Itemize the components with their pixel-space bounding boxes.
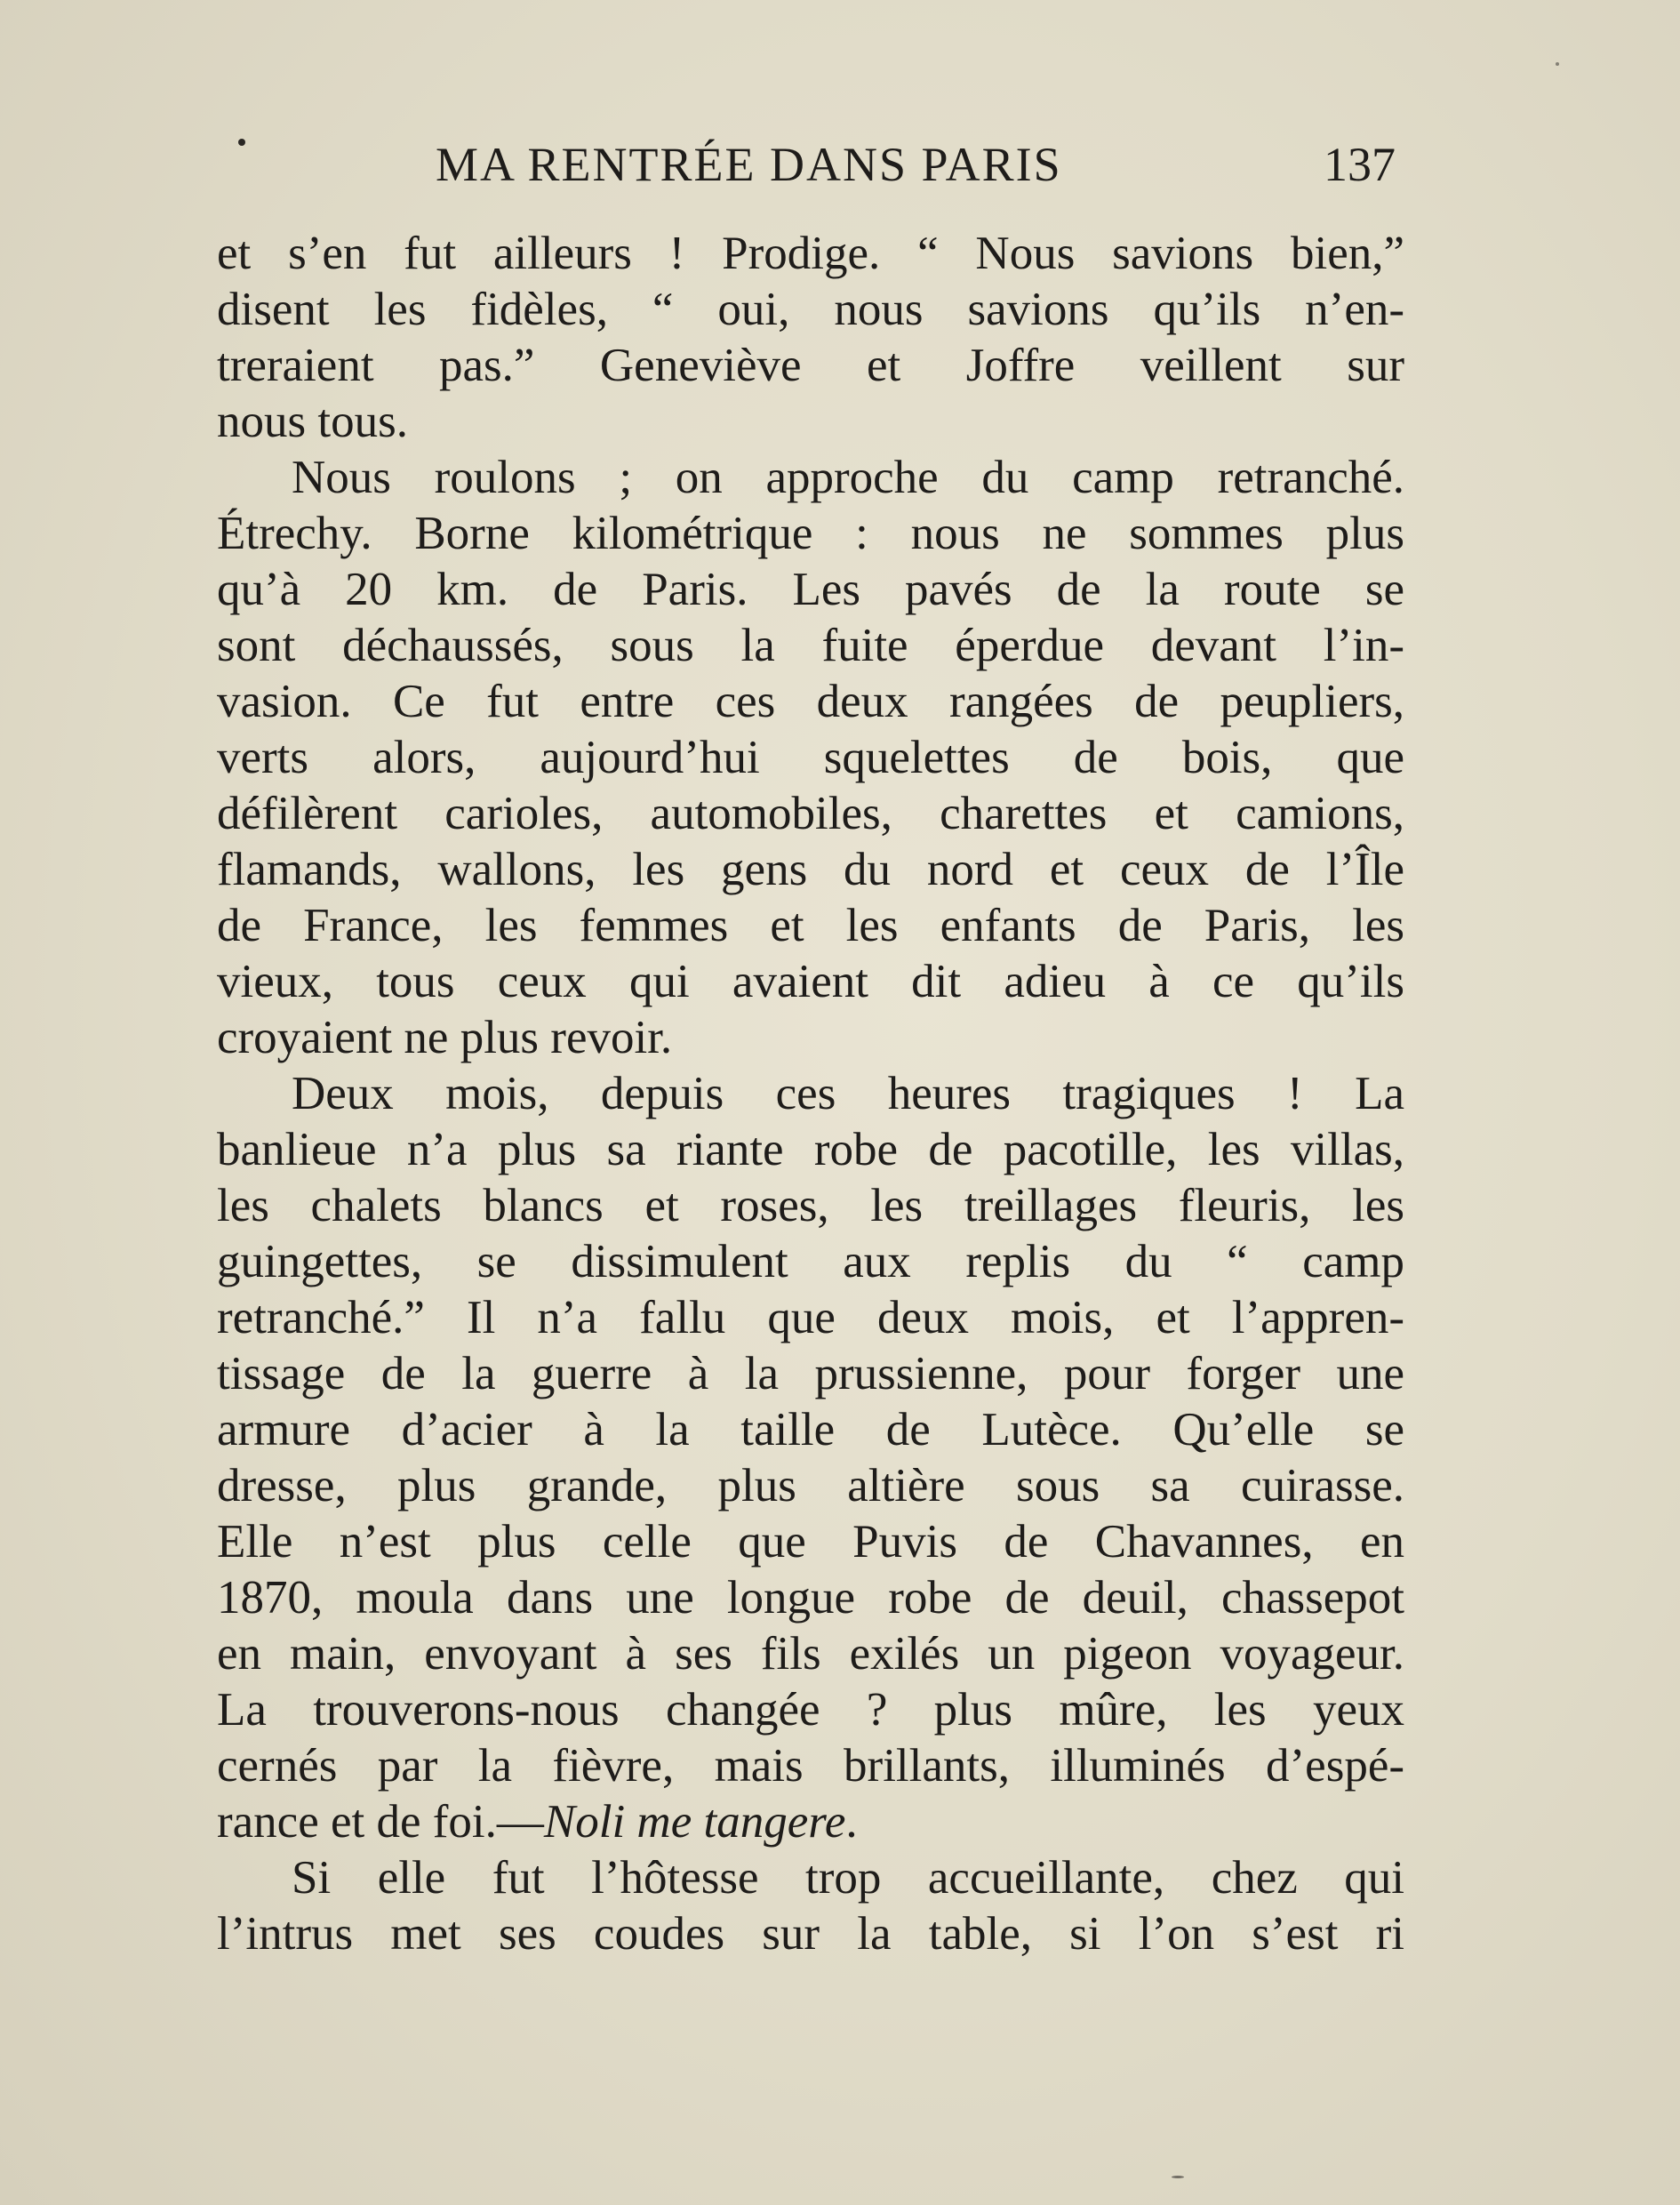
running-title: MA RENTRÉE DANS PARIS (436, 138, 1062, 191)
text-line: croyaient ne plus revoir. (217, 1012, 673, 1063)
text-line: banlieue n’a plus sa riante robe de pacotille, les villas, (217, 1124, 1404, 1175)
text-line: et s’en fut ailleurs ! Prodige. “ Nous savions bien,” (217, 228, 1404, 279)
text-line: sont déchaussés, sous la fuite éperdue devant l’in- (217, 620, 1404, 671)
text-line: 1870, moula dans une longue robe de deuil, chassepot (217, 1572, 1404, 1624)
italic-phrase: Noli me tangere (543, 1796, 846, 1848)
text-line: guingettes, se dissimulent aux replis du “ camp (217, 1236, 1404, 1287)
text-line: tissage de la guerre à la prussienne, pour forger une (217, 1348, 1404, 1399)
text-line: de France, les femmes et les enfants de Paris, les (217, 900, 1404, 951)
sentence-end: . (845, 1796, 858, 1848)
text-line: armure d’acier à la taille de Lutèce. Qu’elle se (217, 1404, 1404, 1455)
text-line: défilèrent carioles, automobiles, charettes et camions, (217, 788, 1404, 839)
text-line: vasion. Ce fut entre ces deux rangées de peupliers, (217, 676, 1404, 727)
text-line: dresse, plus grande, plus altière sous sa cuirasse. (217, 1460, 1404, 1511)
text-line: nous tous. (217, 396, 408, 447)
text-line: les chalets blancs et roses, les treillages fleuris, les (217, 1180, 1404, 1231)
text-line: Nous roulons ; on approche du camp retranché. (292, 452, 1404, 503)
ink-speck (1556, 62, 1559, 66)
text-line: Étrechy. Borne kilométrique : nous ne sommes plus (217, 508, 1404, 559)
text-line: flamands, wallons, les gens du nord et ceux de l’Île (217, 844, 1404, 895)
text-line: Elle n’est plus celle que Puvis de Chavannes, en (217, 1516, 1404, 1568)
ink-speck (1172, 2176, 1184, 2178)
text-line: verts alors, aujourd’hui squelettes de bois, que (217, 732, 1404, 783)
text-line: La trouverons-nous changée ? plus mûre, les yeux (217, 1684, 1404, 1736)
running-head (213, 133, 1396, 196)
text-line: rance et de foi.— (217, 1796, 544, 1848)
text-line: vieux, tous ceux qui avaient dit adieu à ce qu’ils (217, 956, 1404, 1007)
text-line: en main, envoyant à ses fils exilés un pigeon voyageur. (217, 1628, 1404, 1680)
text-line: disent les fidèles, “ oui, nous savions qu’ils n’en- (217, 284, 1404, 335)
body-text (217, 226, 1404, 1962)
text-line-with-italic (217, 1794, 1404, 1850)
text-line: retranché.” Il n’a fallu que deux mois, et l’appren- (217, 1292, 1404, 1343)
text-line: cernés par la fièvre, mais brillants, illuminés d’espé- (217, 1740, 1404, 1792)
page-number: 137 (1324, 138, 1396, 191)
text-line: l’intrus met ses coudes sur la table, si l’on s’est ri (217, 1908, 1404, 1960)
text-line: Deux mois, depuis ces heures tragiques ! La (292, 1068, 1404, 1119)
text-line: qu’à 20 km. de Paris. Les pavés de la route se (217, 564, 1404, 615)
text-line: treraient pas.” Geneviève et Joffre veillent sur (217, 340, 1404, 391)
text-line: Si elle fut l’hôtesse trop accueillante, chez qui (292, 1852, 1404, 1904)
